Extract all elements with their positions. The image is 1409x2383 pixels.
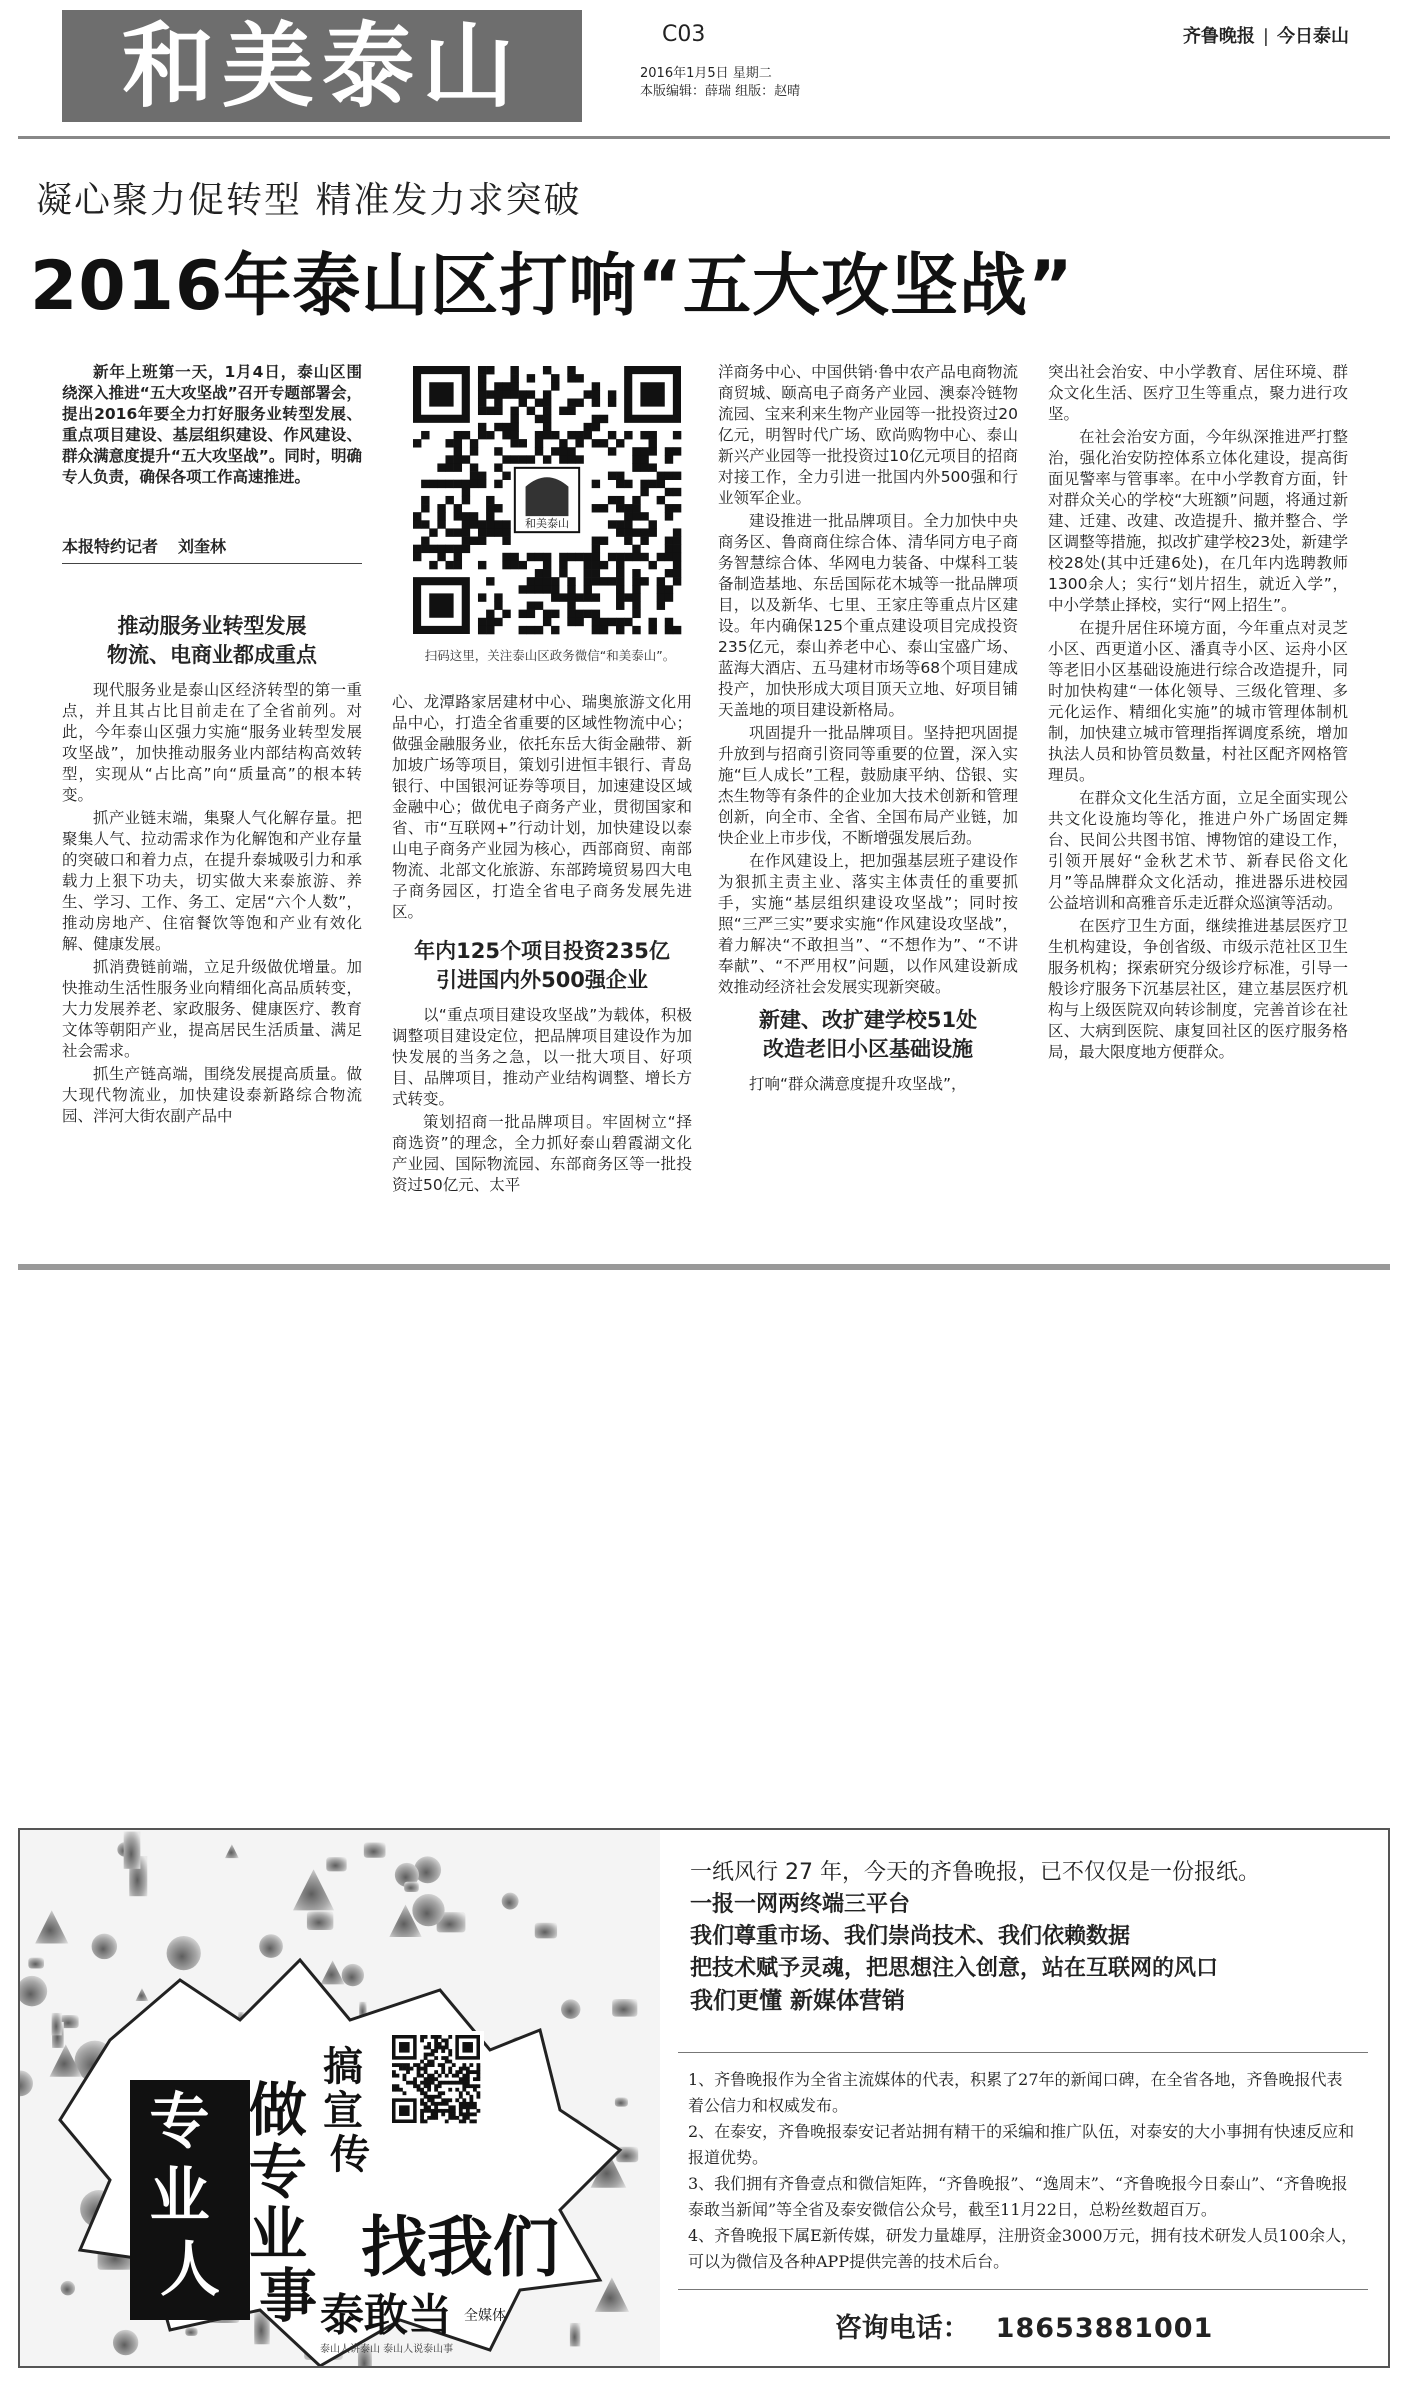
ad-contact xyxy=(660,2306,1388,2345)
subhead-schools: 新建、改扩建学校51处 改造老旧小区基础设施 xyxy=(758,1008,978,1061)
masthead-rule xyxy=(18,136,1390,139)
page-number: C03 xyxy=(662,22,706,47)
ad-slogan-line: 把技术赋予灵魂，把思想注入创意，站在互联网的风口 xyxy=(690,1956,1219,1981)
ad-selling-points xyxy=(678,2052,1368,2290)
subhead-projects: 年内125个项目投资235亿 引进国内外500强企业 xyxy=(414,939,670,992)
paragraph: 在社会治安方面，今年纵深推进严打整治，强化治安防控体系立体化建设，提高街面见警率与管事率。在中小学教育方面，针对群众关心的学校“大班额”问题，将通过新建、迁建、改建、改造提升、撤并整合、学区调整等措施，拟改扩建学校23处，新建学校28处(其中迁建6处)，在几年内选聘教师1300余人；实行“划片招生，就近入学”，中小学禁止择校，实行“网上招生”。 xyxy=(1048,428,1348,614)
ad-point: 2、在泰安，齐鲁晚报泰安记者站拥有精干的采编和推广队伍，对泰安的大小事拥有快速反应和报道优势。 xyxy=(688,2122,1355,2167)
paragraph: 抓产业链末端，集聚人气化解存量。把聚集人气、拉动需求作为化解饱和产业存量的突破口和着力点，在提升泰城吸引力和承载力上狠下功夫，切实做大来泰旅游、养生、学习、工作、务工、定居“六个人数”，推动房地产、住宿餐饮等饱和产业有效化解、健康发展。 xyxy=(62,809,362,953)
article-column-1 xyxy=(62,362,362,1129)
ad-copy xyxy=(660,1830,1388,2366)
article-column-4 xyxy=(1048,362,1348,1065)
paragraph: 打响“群众满意度提升攻坚战”， xyxy=(749,1075,967,1093)
ad-slogan-line: 一纸风行 27 年，今天的齐鲁晚报，已不仅仅是一份报纸。 xyxy=(690,1860,1260,1885)
ad-art-specialist: 专 业 人 xyxy=(149,2087,220,2305)
section-title: 和美泰山 xyxy=(62,10,582,122)
ad-artwork xyxy=(20,1830,660,2366)
ad-slogan-line: 一报一网两终端三平台 xyxy=(690,1892,911,1917)
ad-logo-tagline: 泰山人讲泰山 泰山人说泰山事 xyxy=(320,2344,454,2355)
paragraph: 在作风建设上，把加强基层班子建设作为狠抓主责主业、落实主体责任的重要抓手，实施“基层组织建设攻坚战”；同时按照“三严三实”要求实施“作风建设攻坚战”，着力解决“不敢担当”、“不想作为”、“不讲奉献”、“不严用权”问题，以作风建设新成效推动经济社会发展实现新突破。 xyxy=(718,852,1018,996)
paragraph: 抓消费链前端，立足升级做优增量。加快推动生活性服务业向精细化高品质转变，大力发展养老、家政服务、健康医疗、教育文体等朝阳产业，提高居民生活质量、满足社会需求。 xyxy=(62,958,362,1060)
paragraph: 建设推进一批品牌项目。全力加快中央商务区、鲁商商住综合体、清华同方电子商务智慧综合体、华网电力装备、中煤科工装备制造基地、东岳国际花木城等一批品牌项目，以及新华、七里、王家庄等重点片区建设。年内确保125个重点建设项目完成投资235亿元，泰山养老中心、泰山宝盛广场、蓝海大酒店、五马建材市场等68个项目建成投产，加快形成大项目顶天立地、好项目铺天盖地的项目建设新格局。 xyxy=(718,512,1018,719)
ad-slogan-line: 我们更懂 新媒体营销 xyxy=(690,1988,906,2014)
paragraph: 在提升居住环境方面，今年重点对灵芝小区、西更道小区、潘真寺小区、运舟小区等老旧小区基础设施进行综合改造提升，同时加快构建“一体化领导、三级化管理、多元化运作、精细化实施”的城市管理体制机制，加快建立城市管理指挥调度系统，增加执法人员和协管员数量，村社区配齐网格管理员。 xyxy=(1048,619,1348,784)
phone-number: 18653881001 xyxy=(995,2313,1214,2344)
paragraph: 巩固提升一批品牌项目。坚持把巩固提升放到与招商引资同等重要的位置，深入实施“巨人成长”工程，鼓励康平纳、岱银、实杰生物等有条件的企业加大技术创新和管理创新，向全市、全省、全国布局产业链，加快企业上市步伐，不断增强发展后劲。 xyxy=(718,724,1018,847)
section-divider xyxy=(18,1264,1390,1270)
paragraph: 在医疗卫生方面，继续推进基层医疗卫生机构建设，争创省级、市级示范社区卫生服务机构；探索研究分级诊疗标准，引导一般诊疗服务下沉基层社区，建立基层医疗机构与上级医院双向转诊制度，完善首诊在社区、大病到医院、康复回社区的医疗服务格局，最大限度地方便群众。 xyxy=(1048,917,1348,1061)
ad-art-find-us: 找我们 xyxy=(361,2209,559,2286)
paragraph: 洋商务中心、中国供销·鲁中农产品电商物流商贸城、颐高电子商务产业园、澳泰冷链物流园、宝来利来生物产业园等一批投资过20亿元，明智时代广场、欧尚购物中心、泰山新兴产业园等一批投资过10亿元项目的招商对接工作，全力引进一批国内外500强和行业领军企业。 xyxy=(718,363,1018,507)
article-lead: 新年上班第一天，1月4日，泰山区围绕深入推进“五大攻坚战”召开专题部署会，提出2016年要全力打好服务业转型发展、重点项目建设、基层组织建设、作风建设、群众满意度提升“五大攻坚战”。同时，明确专人负责，确保各项工作高速推进。 xyxy=(62,363,362,486)
ad-slogan-line: 我们尊重市场、我们崇尚技术、我们依赖数据 xyxy=(690,1924,1131,1949)
ad-point: 4、齐鲁晚报下属E新传媒，研发力量雄厚，注册资金3000万元，拥有技术研发人员100余人，可以为微信及各种APP提供完善的技术后台。 xyxy=(688,2226,1358,2271)
brand-section: 今日泰山 xyxy=(1277,26,1349,47)
paragraph: 以“重点项目建设攻坚战”为载体，积极调整项目建设定位，把品牌项目建设作为加快发展的当务之急，以一批大项目、好项目、品牌项目，推动产业结构调整、增长方式转变。 xyxy=(392,1006,692,1108)
newspaper-brand: 齐鲁晚报 | 今日泰山 xyxy=(1182,26,1349,47)
paragraph: 策划招商一批品牌项目。牢固树立“择商选资”的理念，全力抓好泰山碧霞湖文化产业园、国际物流园、东部商务区等一批投资过50亿元、太平 xyxy=(392,1113,692,1194)
paragraph: 现代服务业是泰山区经济转型的第一重点，并且其占比目前走在了全省前列。对此，今年泰山区强力实施“服务业转型发展攻坚战”，加快推动服务业内部结构高效转型，实现从“占比高”向“质量高”的根本转变。 xyxy=(62,681,362,804)
byline-name: 刘奎林 xyxy=(178,537,227,556)
qr-code-graphic xyxy=(408,366,688,636)
byline xyxy=(62,536,362,564)
byline-label: 本报特约记者 xyxy=(62,537,159,556)
paragraph: 在群众文化生活方面，立足全面实现公共文化设施均等化，推进户外广场固定舞台、民间公共图书馆、博物馆的建设工作，引领开展好“金秋艺术节、新春民俗文化月”等品牌群众文化活动，推进器乐进校园公益培训和高雅音乐走近群众巡演等活动。 xyxy=(1048,789,1348,912)
phone-label: 咨询电话： xyxy=(834,2313,970,2344)
ad-logo: 泰敢当 xyxy=(320,2290,452,2341)
ad-logo-sub: 全媒体 xyxy=(464,2308,506,2324)
paragraph: 心、龙潭路家居建材中心、瑞奥旅游文化用品中心，打造全省重要的区域性物流中心；做强金融服务业，依托东岳大街金融带、新加坡广场等项目，策划引进恒丰银行、青岛银行、中国银河证券等项目，加速建设区域金融中心；做优电子商务产业，贯彻国家和省、市“互联网+”行动计划，加快建设以泰山电子商务产业园为核心，西部商贸、南部物流、北部文化旅游、东部跨境贸易四大电子商务园区，打造全省电子商务发展先进区。 xyxy=(392,693,692,921)
article-column-3 xyxy=(718,362,1018,1097)
editor-credits: 本版编辑：薛瑞 组版：赵晴 xyxy=(640,84,801,99)
newspaper-advertisement xyxy=(18,1828,1390,2368)
paragraph: 突出社会治安、中小学教育、居住环境、群众文化生活、医疗卫生等重点，聚力进行攻坚。 xyxy=(1048,363,1348,423)
subhead-services: 推动服务业转型发展 物流、电商业都成重点 xyxy=(107,614,317,667)
ad-art-do-professional: 做 专 业 事 xyxy=(248,2076,318,2330)
ad-qr-code xyxy=(388,2031,484,2127)
masthead xyxy=(0,0,1409,150)
article-column-2 xyxy=(392,692,692,1198)
qr-code xyxy=(408,366,688,636)
ad-point: 1、齐鲁晚报作为全省主流媒体的代表，积累了27年的新闻口碑，在全省各地，齐鲁晚报代表着公信力和权威发布。 xyxy=(688,2070,1343,2115)
qr-caption: 扫码这里，关注泰山区政务微信“和美泰山”。 xyxy=(424,648,676,663)
issue-date: 2016年1月5日 星期二 xyxy=(640,66,772,81)
ad-point: 3、我们拥有齐鲁壹点和微信矩阵，“齐鲁晚报”、“逸周末”、“齐鲁晚报今日泰山”、“齐鲁晚报泰敢当新闻”等全省及泰安微信公众号，截至11月22日，总粉丝数超百万。 xyxy=(688,2174,1348,2219)
paragraph: 抓生产链高端，围绕发展提高质量。做大现代物流业，加快建设泰新路综合物流园、泮河大街农副产品中 xyxy=(62,1065,362,1125)
svg-text:和美泰山: 和美泰山 xyxy=(525,516,569,530)
brand-name: 齐鲁晚报 xyxy=(1182,26,1255,47)
ad-slogans xyxy=(690,1858,1260,2018)
ad-art-publicity: 搞 宣 传 xyxy=(323,2044,370,2178)
article-kicker: 凝心聚力促转型 精准发力求突破 xyxy=(36,180,582,221)
article-headline: 2016年泰山区打响“五大攻坚战” xyxy=(30,247,1074,326)
